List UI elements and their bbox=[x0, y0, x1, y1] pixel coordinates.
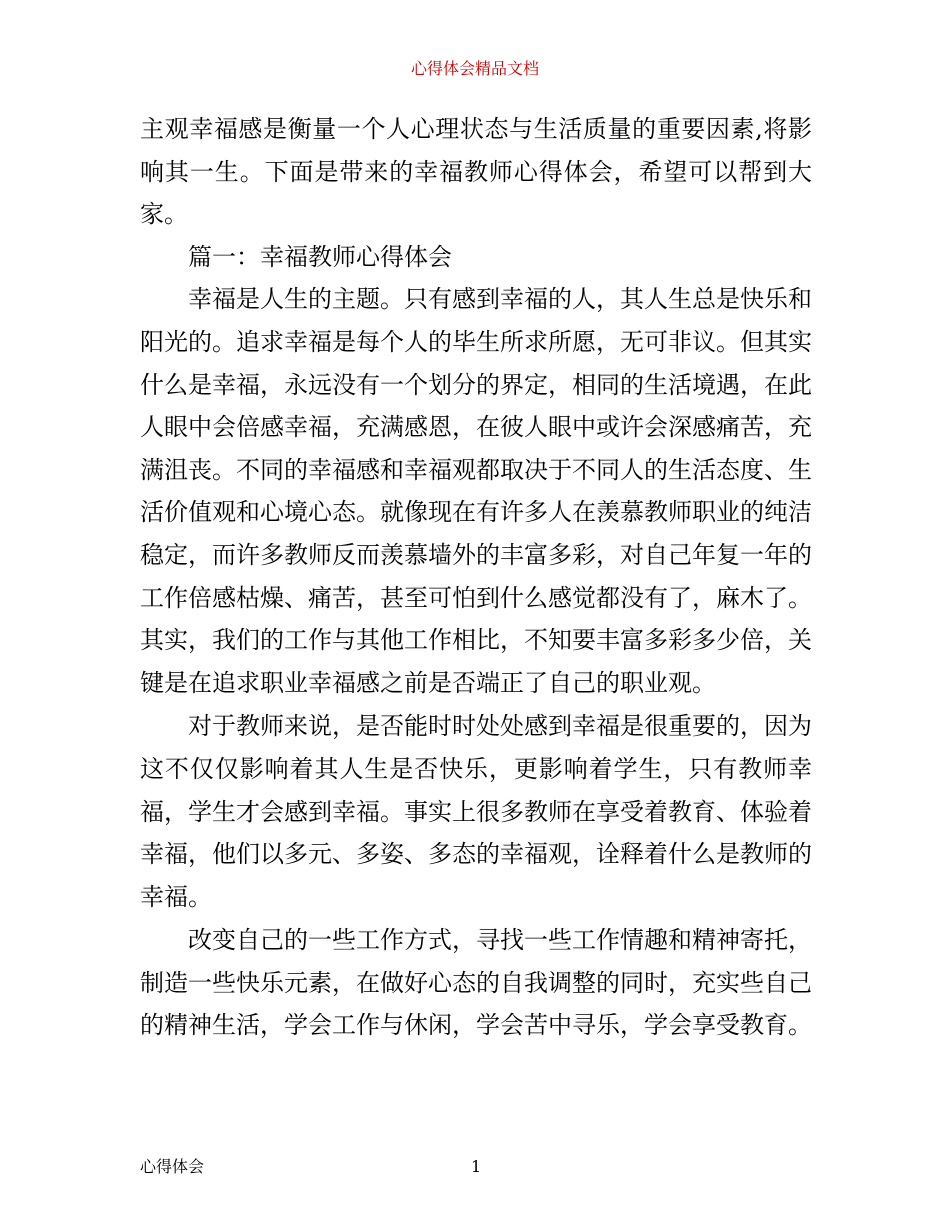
page-footer bbox=[140, 1156, 812, 1178]
document-body bbox=[140, 108, 812, 1047]
header-title: 心得体会精品文档 bbox=[410, 59, 539, 78]
page-header bbox=[0, 58, 950, 80]
intro-paragraph: 主观幸福感是衡量一个人心理状态与生活质量的重要因素,将影响其一生。下面是带来的幸福教师心得体会，希望可以帮到大家。 bbox=[140, 115, 812, 229]
body-paragraph-1: 幸福是人生的主题。只有感到幸福的人，其人生总是快乐和阳光的。追求幸福是每个人的毕生所求所愿，无可非议。但其实什么是幸福，永远没有一个划分的界定，相同的生活境遇，在此人眼中会倍感幸福，充满感恩，在彼人眼中或许会深感痛苦，充满沮丧。不同的幸福感和幸福观都取决于不同人的生活态度、生活价值观和心境心态。就像现在有许多人在羡慕教师职业的纯洁稳定，而许多教师反而羡慕墙外的丰富多彩，对自己年复一年的工作倍感枯燥、痛苦，甚至可怕到什么感觉都没有了，麻木了。其实，我们的工作与其他工作相比，不知要丰富多彩多少倍，关键是在追求职业幸福感之前是否端正了自己的职业观。 bbox=[140, 285, 812, 697]
body-paragraph-2: 对于教师来说，是否能时时处处感到幸福是很重要的，因为这不仅仅影响着其人生是否快乐，更影响着学生，只有教师幸福，学生才会感到幸福。事实上很多教师在享受着教育、体验着幸福，他们以多元、多姿、多态的幸福观，诠释着什么是教师的幸福。 bbox=[140, 712, 812, 911]
page-number: 1 bbox=[471, 1157, 482, 1176]
footer-label: 心得体会 bbox=[140, 1157, 205, 1176]
section-title: 篇一：幸福教师心得体会 bbox=[188, 242, 452, 271]
body-paragraph-3: 改变自己的一些工作方式，寻找一些工作情趣和精神寄托，制造一些快乐元素，在做好心态的自我调整的同时，充实些自己的精神生活，学会工作与休闲，学会苦中寻乐，学会享受教育。 bbox=[140, 926, 812, 1040]
